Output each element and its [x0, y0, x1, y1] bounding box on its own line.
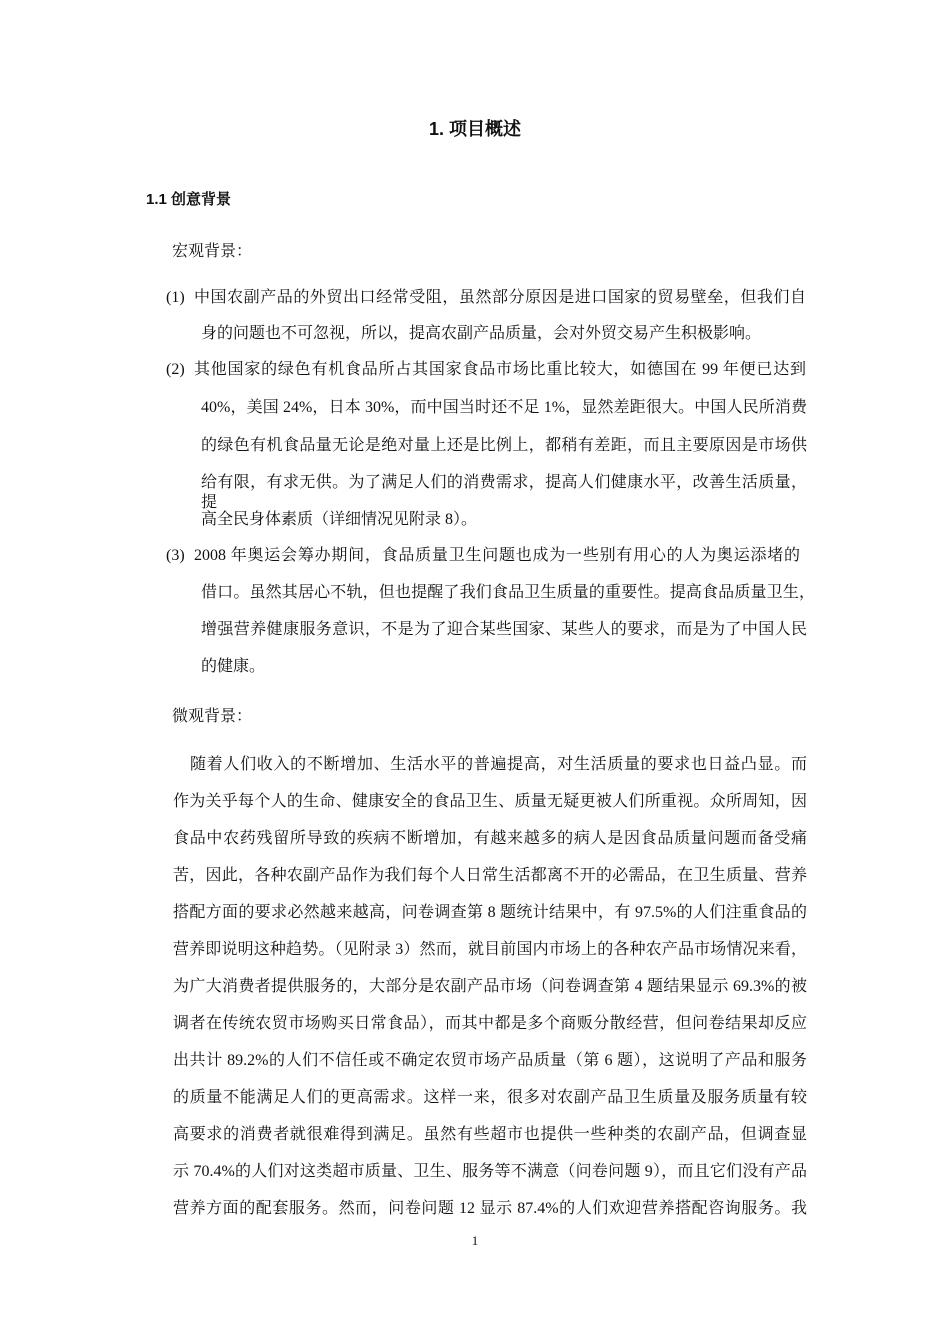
paragraph-line: 搭配方面的要求必然越来越高，问卷调查第 8 题统计结果中，有 97.5%的人们注重食品的 [173, 904, 807, 921]
paragraph-line: 高要求的消费者就很难得到满足。虽然有些超市也提供一些种类的农副产品，但调查显 [173, 1126, 807, 1143]
list-item-line: 2008 年奥运会筹办期间，食品质量卫生问题也成为一些别有用心的人为奥运添堵的 [194, 547, 800, 564]
list-item-line: 高全民身体素质（详细情况见附录 8）。 [201, 511, 478, 528]
list-number: (1) [166, 289, 185, 306]
paragraph-line: 随着人们收入的不断增加、生活水平的普遍提高，对生活质量的要求也日益凸显。而 [190, 756, 807, 773]
list-item-line: 增强营养健康服务意识，不是为了迎合某些国家、某些人的要求，而是为了中国人民 [201, 621, 807, 638]
list-item-line: 借口。虽然其居心不轨，但也提醒了我们食品卫生质量的重要性。提高食品质量卫生， [201, 584, 815, 601]
page-number: 1 [471, 1233, 479, 1248]
paragraph-line: 示 70.4%的人们对这类超市质量、卫生、服务等不满意（问卷问题 9），而且它们没有产品 [173, 1163, 807, 1180]
paragraph-line: 为广大消费者提供服务的，大部分是农副产品市场（问卷调查第 4 题结果显示 69.3%的被 [173, 978, 807, 995]
list-item-line: 40%，美国 24%，日本 30%，而中国当时还不足 1%，显然差距很大。中国人民所消费 [201, 399, 807, 416]
page-title: 1. 项目概述 [428, 119, 521, 139]
macro-background-label: 宏观背景： [172, 243, 253, 260]
paragraph-line: 营养方面的配套服务。然而，问卷问题 12 显示 87.4%的人们欢迎营养搭配咨询服务。我 [173, 1200, 807, 1217]
paragraph-line: 营养即说明这种趋势。（见附录 3）然而，就目前国内市场上的各种农产品市场情况来看， [173, 941, 807, 958]
list-number: (2) [166, 361, 185, 378]
list-item-line: 的绿色有机食品量无论是绝对量上还是比例上，都稍有差距，而且主要原因是市场供 [201, 437, 807, 454]
paragraph-line: 作为关乎每个人的生命、健康安全的食品卫生、质量无疑更被人们所重视。众所周知，因 [173, 793, 807, 810]
paragraph-line: 食品中农药残留所导致的疾病不断增加，有越来越多的病人是因食品质量问题而备受痛 [173, 830, 807, 847]
list-item-line: 身的问题也不可忽视，所以，提高农副产品质量，会对外贸交易产生积极影响。 [201, 325, 762, 342]
paragraph-line: 出共计 89.2%的人们不信任或不确定农贸市场产品质量（第 6 题），这说明了产品和服务 [173, 1052, 807, 1069]
paragraph-line: 的质量不能满足人们的更高需求。这样一来，很多对农副产品卫生质量及服务质量有较 [173, 1089, 807, 1106]
micro-background-label: 微观背景： [172, 708, 253, 725]
list-number: (3) [166, 547, 185, 564]
list-item-line: 中国农副产品的外贸出口经常受阻，虽然部分原因是进口国家的贸易壁垒，但我们自 [194, 289, 806, 306]
paragraph-line: 苦，因此，各种农副产品作为我们每个人日常生活都离不开的必需品，在卫生质量、营养 [173, 867, 807, 884]
paragraph-line: 调者在传统农贸市场购买日常食品），而其中都是多个商贩分散经营，但问卷结果却反应 [173, 1015, 807, 1032]
list-item-line: 给有限，有求无供。为了满足人们的消费需求，提高人们健康水平，改善生活质量，提 [201, 474, 807, 511]
section-heading: 1.1 创意背景 [146, 191, 232, 208]
list-item-line: 的健康。 [201, 658, 266, 675]
list-item-line: 其他国家的绿色有机食品所占其国家食品市场比重比较大，如德国在 99 年便已达到 [194, 361, 806, 378]
